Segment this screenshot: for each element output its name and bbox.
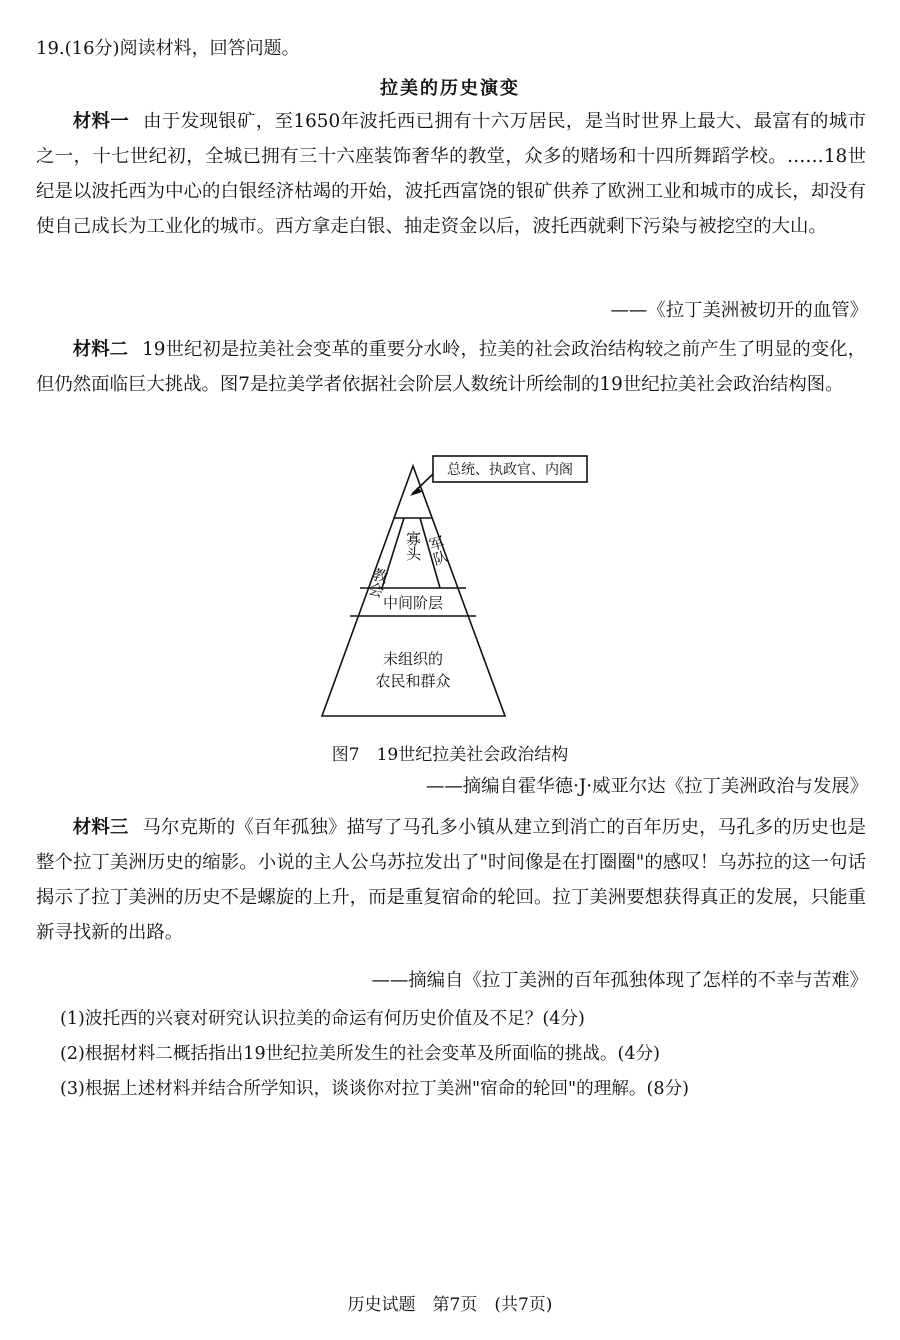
figure-source: ——摘编自霍华德·J·威亚尔达《拉丁美洲政治与发展》 <box>425 776 868 797</box>
church-label: 教会 <box>365 565 391 600</box>
masses-label-line1: 未组织的 <box>382 650 444 668</box>
material3-text: 马尔克斯的《百年孤独》描写了马孔多小镇从建立到消亡的百年历史，马孔多的历史也是整个拉丁美洲历史的缩影。小说的主人公乌苏拉发出了"时间像是在打圈圈"的感叹！乌苏拉的这一句话揭示了拉丁美洲的历史不是螺旋的上升，而是重复宿命的轮回。拉丁美洲要想获得真正的发展，只能重新寻找新的出路。 <box>36 817 866 943</box>
material2-text: 19世纪初是拉美社会变革的重要分水岭，拉美的社会政治结构较之前产生了明显的变化，但仍然面临巨大挑战。图7是拉美学者依据社会阶层人数统计所绘制的19世纪拉美社会政治结构图。 <box>36 339 866 395</box>
material1-source: ——《拉丁美洲被切开的血管》 <box>610 300 868 321</box>
figure-caption: 图7 19世纪拉美社会政治结构 <box>331 745 569 765</box>
question-item: (1)波托西的兴衰对研究认识拉美的命运有何历史价值及不足？(4分) <box>60 1009 585 1029</box>
material3-source: ——摘编自《拉丁美洲的百年孤独体现了怎样的不幸与苦难》 <box>371 970 868 991</box>
top-label-arrowhead <box>410 487 422 496</box>
top-label: 总统、执政官、内阁 <box>447 462 573 478</box>
material3-label: 材料三 <box>72 817 129 838</box>
question-item: (2)根据材料二概括指出19世纪拉美所发生的社会变革及所面临的挑战。(4分) <box>60 1044 661 1064</box>
material1-paragraph <box>36 104 866 244</box>
material1-label: 材料一 <box>72 111 130 132</box>
military-label: 军队 <box>425 533 451 568</box>
section-title: 拉美的历史演变 <box>380 78 520 99</box>
question-list <box>60 1002 880 1107</box>
material1-text: 由于发现银矿，至1650年波托西已拥有十六万居民，是当时世界上最大、最富有的城市之一，十七世纪初，全城已拥有三十六座装饰奢华的教堂，众多的赌场和十四所舞蹈学校。……18世纪是以波托西为中心的白银经济枯竭的开始，波托西富饶的银矿供养了欧洲工业和城市的成长，却没有使自己成长为工业化的城市。西方拿走白银、抽走资金以后，波托西就剩下污染与被挖空的大山。 <box>36 111 866 237</box>
masses-label-line2: 农民和群众 <box>375 672 451 690</box>
page-footer: 历史试题 第7页 (共7页) <box>347 1295 553 1315</box>
material2-paragraph <box>36 332 866 402</box>
question-item: (3)根据上述材料并结合所学知识，谈谈你对拉丁美洲"宿命的轮回"的理解。(8分) <box>60 1079 690 1099</box>
material3-paragraph <box>36 810 866 950</box>
oligarchy-label: 寡头 <box>404 531 422 561</box>
material2-label: 材料二 <box>72 339 129 360</box>
question-header: 19.(16分)阅读材料，回答问题。 <box>36 38 300 59</box>
middle-class-label: 中间阶层 <box>382 594 444 612</box>
social-structure-pyramid <box>300 450 620 730</box>
